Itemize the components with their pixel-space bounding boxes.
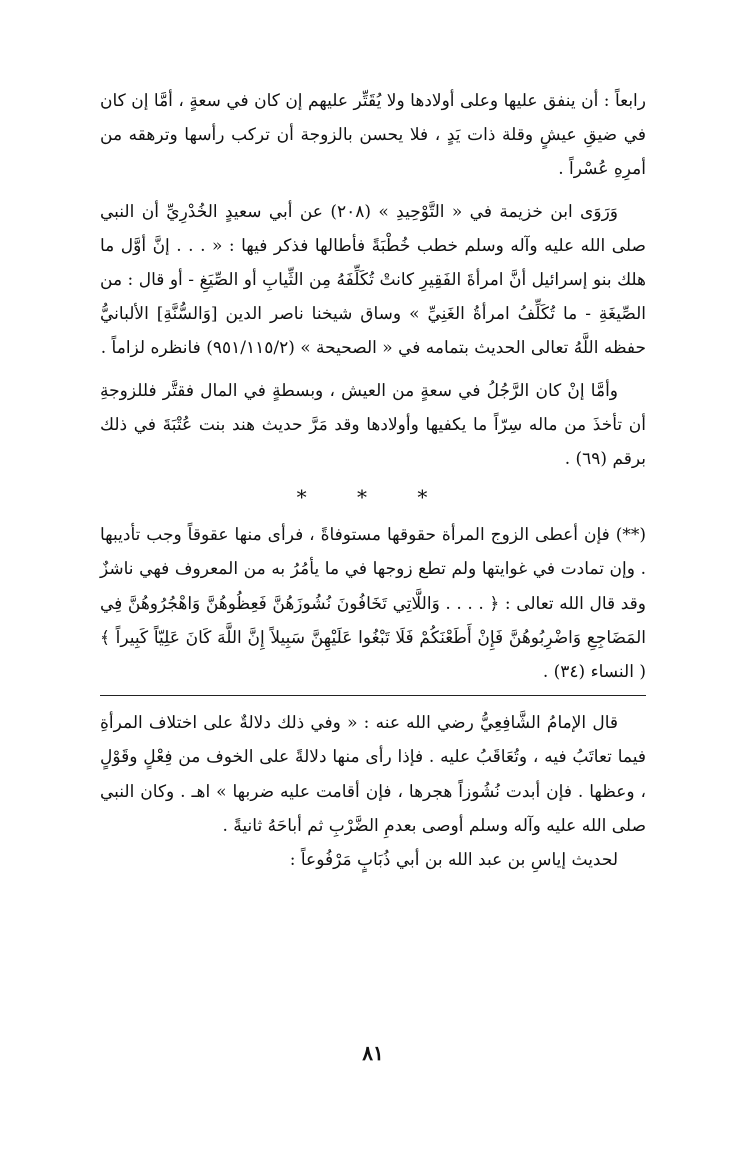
section-separator: * * * [296,485,450,510]
paragraph-5: قال الإمامُ الشَّافِعِيُّ رضي الله عنه : « وفي ذلك دلالةٌ على اختلاف المرأةِ فيما تعاتَبُ فيه ، وتُعَاقَبُ عليه . فإذا رأى منها دلالةً على الخوف من فِعْلٍ وقَوْلٍ ، وعظها . فإن أبدت نُشُوزاً هجرها ، فإن أقامت عليه ضربها » اهـ . وكان النبي صلى الله عليه وآله وسلم أوصى بعدمِ الضَّرْبِ ثم أباحَهُ ثانيةً . [100,713,646,836]
paragraph-1: رابعاً : أن ينفق عليها وعلى أولادها ولا يُقَتِّر عليهم إن كان في سعةٍ ، أمَّا إن كان في ضيقِ عيشٍ وقلة ذات يَدٍ ، فلا يحسن بالزوجة أن تركب رأسها وترهقه من أمرِهِ عُسْراً . [100,91,646,180]
paragraph-3: وأمَّا إنْ كان الرَّجُلُ في سعةٍ من العيش ، وبسطةٍ في المال فقتَّر فللزوجةِ أن تأخذَ من ماله سِرّاً ما يكفيها وأولادها وقد مَرَّ حديث هند بنت عُتْبَةَ في ذلك برقم (٦٩) . [100,380,646,470]
section-divider [100,695,646,696]
paragraph-4: (**) فإن أعطى الزوج المرأة حقوقها مستوفاةً ، فرأى منها عقوقاً وجب تأديبها . وإن تمادت في غوايتها ولم تطع زوجها في ما يأمُرُ به من المعروف فهي ناشزٌ وقد قال الله تعالى : ﴿ . . . . وَاللَّاتِي تَخَافُونَ نُشُوزَهُنَّ فَعِظُوهُنَّ وَاهْجُرُوهُنَّ فِي المَضَاجِعِ وَاضْرِبُوهُنَّ فَإِنْ أَطَعْنَكُمْ فَلَا تَبْغُوا عَلَيْهِنَّ سَبِيلاً إِنَّ اللَّهَ كَانَ عَلِيّاً كَبِيراً ﴾ ( النساء (٣٤) . [100,525,646,683]
paragraph-6: لحديث إياسِ بن عبد الله بن أبي ذُبَابٍ مَرْفُوعاً : [289,850,618,871]
page-text [100,84,646,877]
page-number: ٨١ [362,1041,384,1065]
spacer [100,187,646,195]
spacer [100,366,646,374]
paragraph-2: وَرَوَى ابن خزيمة في « التَّوْحِيدِ » (٢٠٨) عن أبي سعيدٍ الخُدْرِيِّ أن النبي صلى الله عليه وآله وسلم خطب خُطْبَةً فأطالها فذكر فيها : « . . . إنَّ أوَّل ما هلك بنو إسرائيل أنَّ امرأةَ الفَقِيرِ كانتْ تُكَلِّفَهُ مِن الثِّيابِ أو الصِّيَغِ - أو قال : من الصِّيغَةِ - ما تُكَلِّفُ امرأةُ الغَنِيِّ » وساق شيخنا ناصر الدين [وَالسُّنَّةِ] الألبانيُّ حفظه اللَّهُ تعالى الحديث بتمامه في « الصحيحة » (٩٥١/١١٥/٢) فانظره لزاماً . [100,201,646,359]
